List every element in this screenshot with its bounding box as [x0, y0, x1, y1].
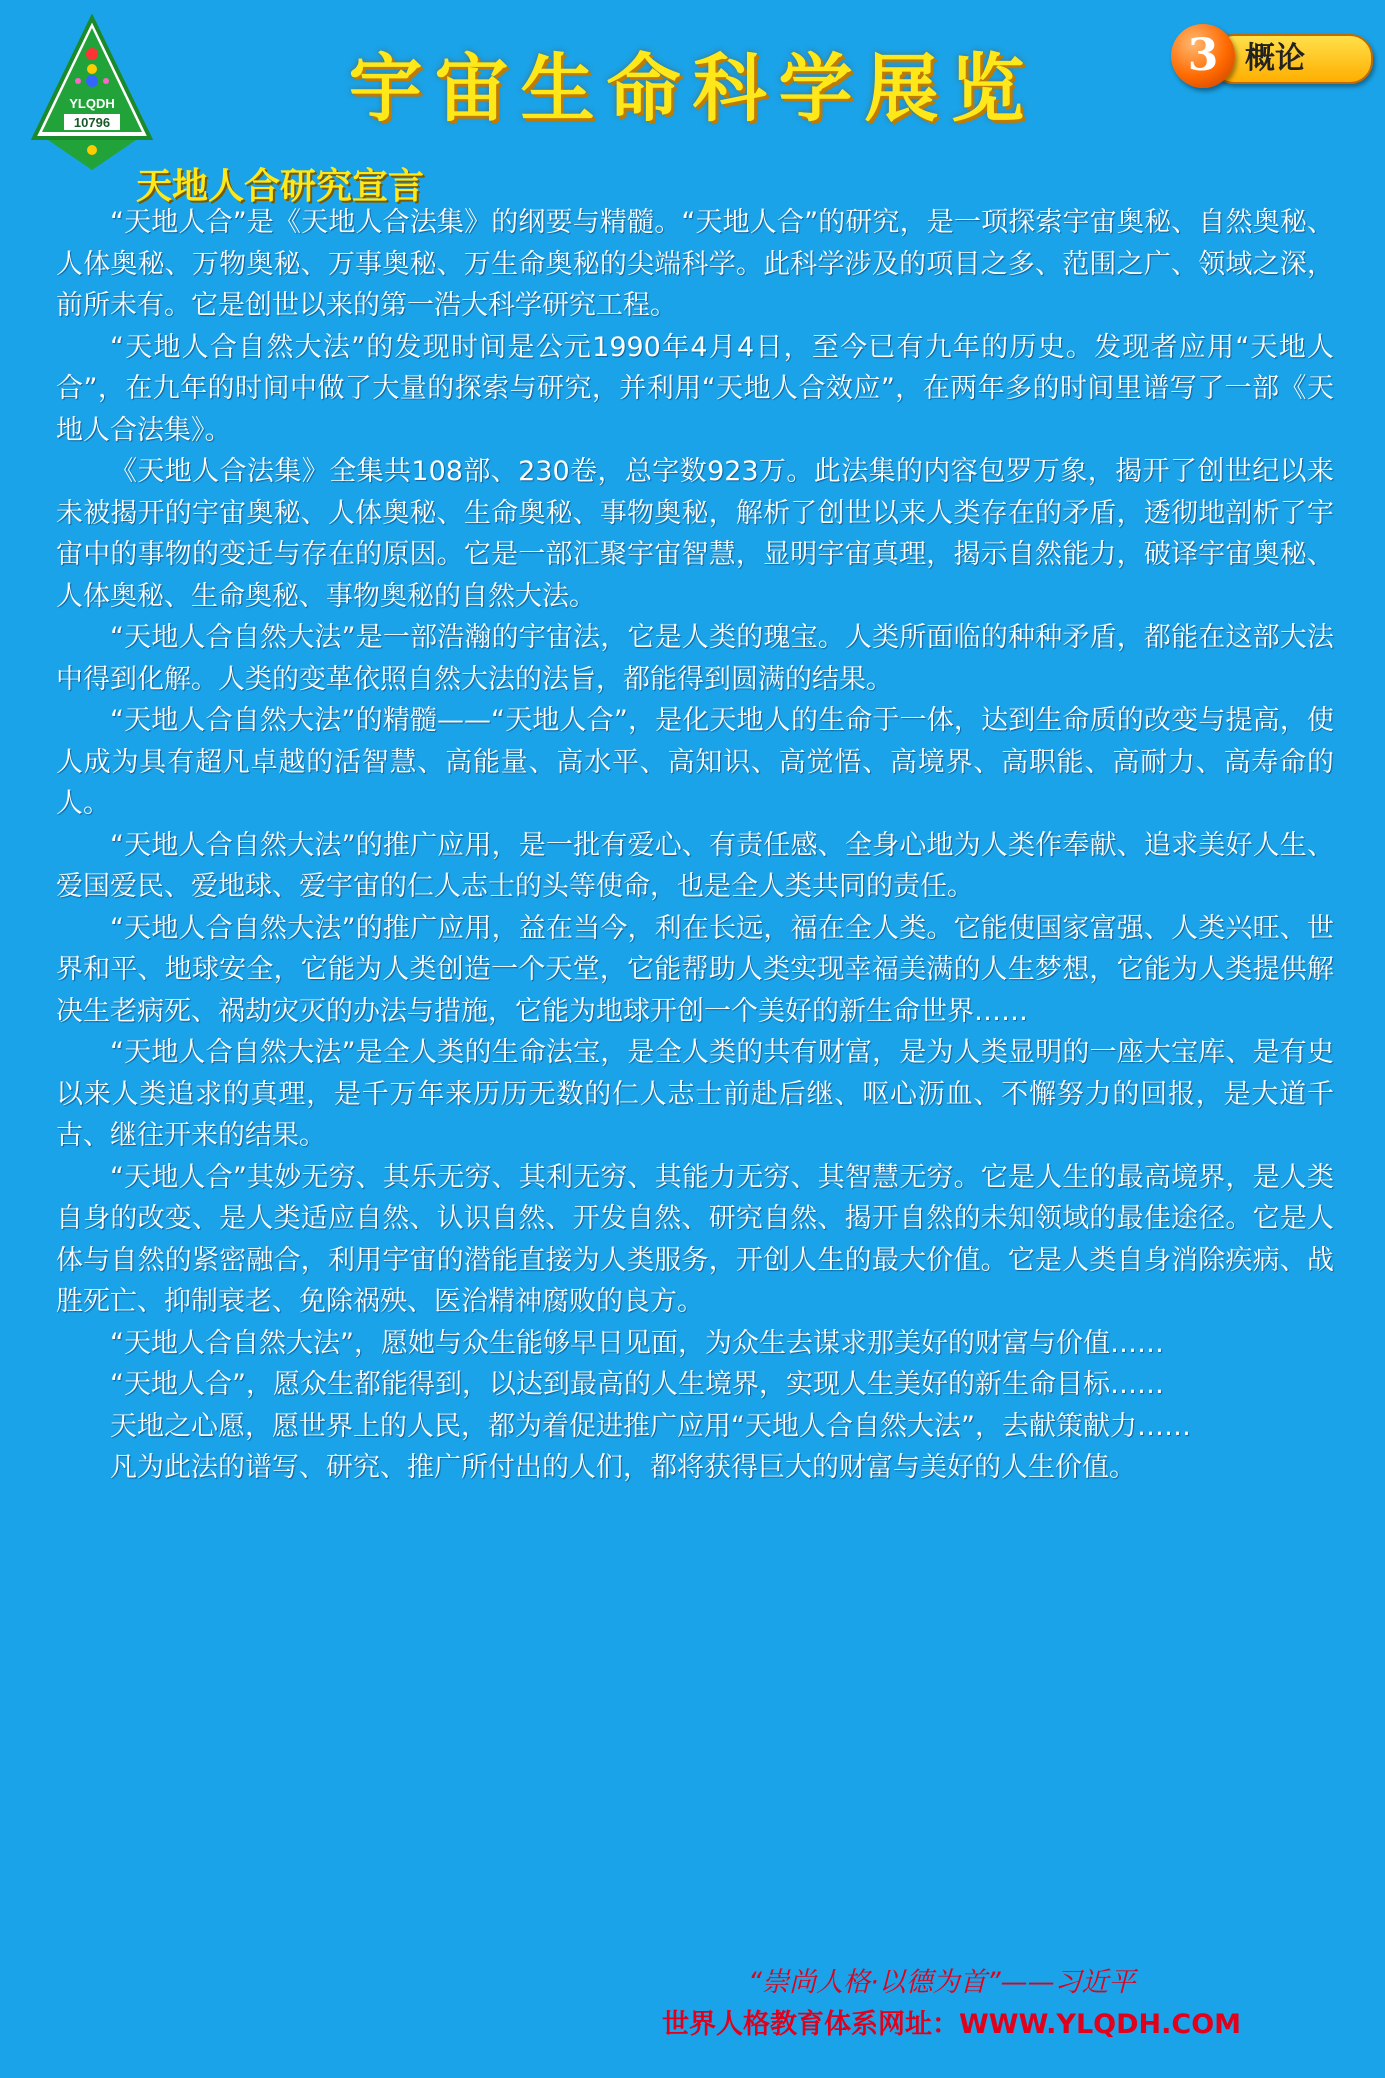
paragraph: “天地人合”其妙无穷、其乐无穷、其利无穷、其能力无穷、其智慧无穷。它是人生的最高境界，是人类自身的改变、是人类适应自然、认识自然、开发自然、研究自然、揭开自然的未知领域的最佳途径。它是人体与自然的紧密融合，利用宇宙的潜能直接为人类服务，开创人生的最大价值。它是人类自身消除疾病、战胜死亡、抑制衰老、免除祸殃、医治精神腐败的良方。 — [56, 1161, 1334, 1317]
declaration-body — [56, 202, 1334, 1489]
paragraph: “天地人合自然大法”，愿她与众生能够早日见面，为众生去谋求那美好的财富与价值…… — [110, 1327, 1164, 1359]
paragraph: 《天地人合法集》全集共108部、230卷，总字数923万。此法集的内容包罗万象，揭开了创世纪以来未被揭开的宇宙奥秘、人体奥秘、生命奥秘、事物奥秘，解析了创世以来人类存在的矛盾，透彻地剖析了宇宙中的事物的变迁与存在的原因。它是一部汇聚宇宙智慧，显明宇宙真理，揭示自然能力，破译宇宙奥秘、人体奥秘、生命奥秘、事物奥秘的自然大法。 — [56, 456, 1334, 612]
section-number: 3 — [1171, 24, 1235, 88]
paragraph: “天地人合自然大法”是一部浩瀚的宇宙法，它是人类的瑰宝。人类所面临的种种矛盾，都能在这部大法中得到化解。人类的变革依照自然大法的法旨，都能得到圆满的结果。 — [56, 622, 1334, 695]
section-label: 概论 — [1245, 41, 1305, 76]
section-badge — [1171, 24, 1371, 88]
declaration-title: 天地人合研究宣言 — [136, 166, 425, 207]
paragraph: 凡为此法的谱写、研究、推广所付出的人们，都将获得巨大的财富与美好的人生价值。 — [110, 1452, 1136, 1483]
footer-website[interactable]: 世界人格教育体系网址：WWW.YLQDH.COM — [662, 2009, 1242, 2040]
logo-number: 10796 — [73, 115, 111, 130]
footer-quote: “崇尚人格·以德为首”——习近平 — [748, 1967, 1136, 1998]
page-title: 宇宙生命科学展览 — [348, 46, 1037, 132]
paragraph: “天地人合自然大法”的推广应用，是一批有爱心、有责任感、全身心地为人类作奉献、追求美好人生、爱国爱民、爱地球、爱宇宙的仁人志士的头等使命，也是全人类共同的责任。 — [56, 829, 1334, 902]
paragraph: “天地人合自然大法”的发现时间是公元1990年4月4日，至今已有九年的历史。发现者应用“天地人合”，在九年的时间中做了大量的探索与研究，并利用“天地人合效应”，在两年多的时间里谱写了一部《天地人合法集》。 — [56, 331, 1334, 446]
paragraph: “天地人合”，愿众生都能得到，以达到最高的人生境界，实现人生美好的新生命目标…… — [110, 1369, 1164, 1400]
paragraph: “天地人合自然大法”的精髓——“天地人合”，是化天地人的生命于一体，达到生命质的改变与提高，使人成为具有超凡卓越的活智慧、高能量、高水平、高知识、高觉悟、高境界、高职能、高耐力、高寿命的人。 — [56, 705, 1334, 819]
logo-text: YLQDH — [69, 96, 115, 111]
paragraph: 天地之心愿，愿世界上的人民，都为着促进推广应用“天地人合自然大法”，去献策献力…… — [110, 1410, 1191, 1442]
paragraph: “天地人合”是《天地人合法集》的纲要与精髓。“天地人合”的研究，是一项探索宇宙奥秘、自然奥秘、人体奥秘、万物奥秘、万事奥秘、万生命奥秘的尖端科学。此科学涉及的项目之多、范围之广、领域之深，前所未有。它是创世以来的第一浩大科学研究工程。 — [56, 207, 1334, 321]
paragraph: “天地人合自然大法”的推广应用，益在当今，利在长远，福在全人类。它能使国家富强、人类兴旺、世界和平、地球安全，它能为人类创造一个天堂，它能帮助人类实现幸福美满的人生梦想，它能为人类提供解决生老病死、祸劫灾灭的办法与措施，它能为地球开创一个美好的新生命世界…… — [56, 912, 1334, 1027]
paragraph: “天地人合自然大法”是全人类的生命法宝，是全人类的共有财富，是为人类显明的一座大宝库、是有史以来人类追求的真理，是千万年来历历无数的仁人志士前赴后继、呕心沥血、不懈努力的回报，是大道千古、继往开来的结果。 — [56, 1037, 1334, 1151]
